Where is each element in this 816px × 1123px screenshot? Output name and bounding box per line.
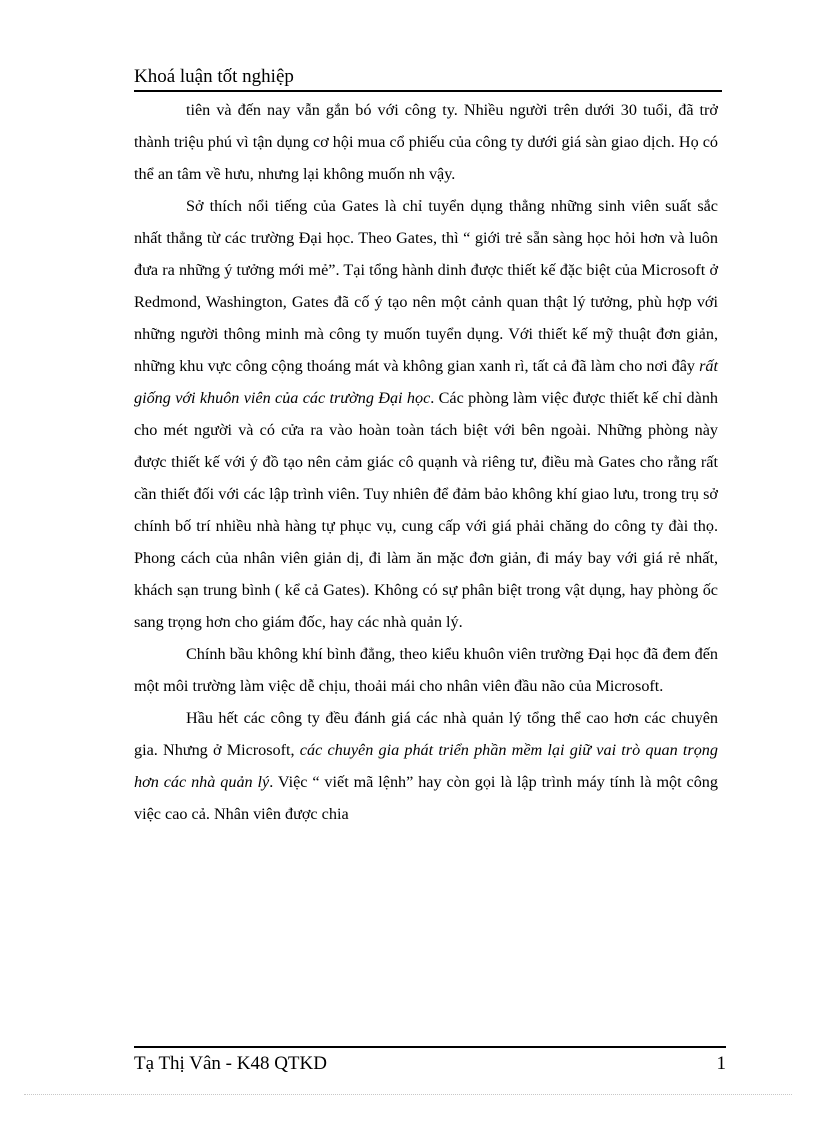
page-number: 1 <box>716 1053 726 1074</box>
header-title: Khoá luận tốt nghiệp <box>134 66 294 87</box>
paragraph-4-italic: các chuyên gia phát triển phần mềm lại giữ vai trò quan trọng hơn các nhà quản lý <box>134 741 718 791</box>
paragraph-2-text-a: Sở thích nổi tiếng của Gates là chỉ tuyển dụng thẳng những sinh viên suất sắc nhất thẳng từ các trường Đại học. Theo Gates, thì “ giới trẻ sẵn sàng học hỏi hơn và luôn đưa ra những ý tưởng mới mẻ”. Tại tổng hành dinh được thiết kế đặc biệt của Microsoft ở Redmond, Washington, Gates đã cố ý tạo nên một cảnh quan thật lý tưởng, phù hợp với những người thông minh mà công ty muốn tuyển dụng. Với thiết kế mỹ thuật đơn giản, những khu vực công cộng thoáng mát và không gian xanh rì, tất cả đã làm cho nơi đây <box>134 197 718 375</box>
page-bottom-edge <box>24 1094 792 1095</box>
paragraph-2-italic: rất giống với khuôn viên của các trường Đại học <box>134 357 718 407</box>
paragraph-4-text-b: . Việc “ viết mã lệnh” hay còn gọi là lập trình máy tính là một công việc cao cả. Nhân viên được chia <box>134 773 718 823</box>
page-header <box>134 62 722 92</box>
paragraph-4 <box>134 702 718 830</box>
body-text <box>134 94 718 830</box>
paragraph-2-text-b: . Các phòng làm việc được thiết kế chỉ dành cho mét người và có cửa ra vào hoàn toàn tách biệt với bên ngoài. Những phòng này được thiết kế với ý đồ tạo nên cảm giác cô quạnh và riêng tư, điều mà Gates cho rằng rất cần thiết đối với các lập trình viên. Tuy nhiên để đảm bảo không khí giao lưu, trong trụ sở chính bố trí nhiều nhà hàng tự phục vụ, cung cấp với giá phải chăng do công ty đài thọ. Phong cách của nhân viên giản dị, đi làm ăn mặc đơn giản, đi máy bay với giá rẻ nhất, khách sạn trung bình ( kể cả Gates). Không có sự phân biệt trong vật dụng, hay phòng ốc sang trọng hơn cho giám đốc, hay các nhà quản lý. <box>134 389 719 631</box>
paragraph-3: Chính bầu không khí bình đẳng, theo kiểu khuôn viên trường Đại học đã đem đến một môi trường làm việc dễ chịu, thoải mái cho nhân viên đầu não của Microsoft. <box>134 645 718 695</box>
paragraph-2 <box>134 190 718 638</box>
page-footer <box>134 1046 726 1080</box>
paragraph-1: tiên và đến nay vẫn gắn bó với công ty. Nhiều người trên dưới 30 tuổi, đã trở thành triệu phú vì tận dụng cơ hội mua cổ phiếu của công ty dưới giá sàn giao dịch. Họ có thể an tâm về hưu, nhưng lại không muốn nh vậy. <box>134 101 718 183</box>
footer-author: Tạ Thị Vân - K48 QTKD <box>134 1053 327 1074</box>
paragraph-4-text-a: Hầu hết các công ty đều đánh giá các nhà quản lý tổng thể cao hơn các chuyên gia. Nhưng ở Microsoft, <box>134 709 718 759</box>
